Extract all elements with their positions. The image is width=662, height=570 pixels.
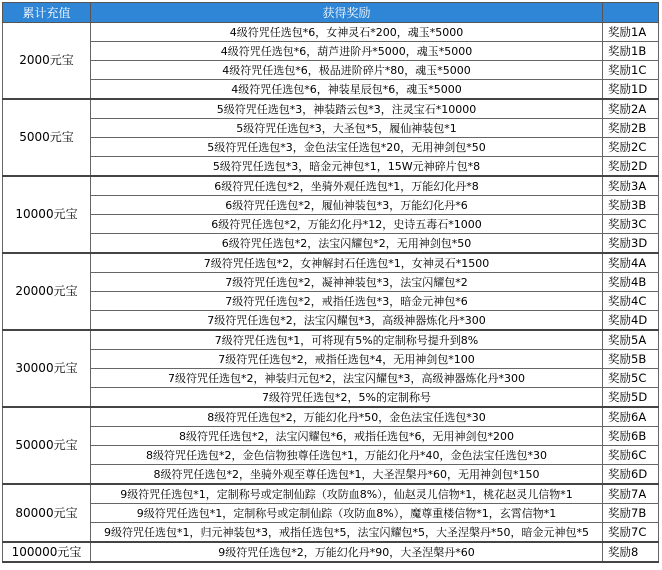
reward-code-cell: 奖励8 <box>603 542 659 562</box>
reward-cell: 7级符咒任选包*2，神装归元包*2，法宝闪耀包*3，高级神器炼化丹*300 <box>91 369 603 388</box>
reward-code-cell: 奖励7C <box>603 523 659 543</box>
reward-cell: 5级符咒任选包*3，暗金元神包*1，15W元神碎片包*8 <box>91 157 603 177</box>
reward-code-cell: 奖励3B <box>603 196 659 215</box>
table-row <box>3 407 659 427</box>
header-cumulative-recharge: 累计充值 <box>3 3 91 23</box>
table-row <box>3 176 659 196</box>
table-row <box>3 157 659 177</box>
reward-cell: 7级符咒任选包*2，5%的定制称号 <box>91 388 603 408</box>
reward-cell: 9级符咒任选包*1，归元神装包*3，戒指任选包*5，法宝闪耀包*5，大圣涅槃丹*50，暗金元神包*5 <box>91 523 603 543</box>
reward-code-cell: 奖励1D <box>603 80 659 100</box>
table-row <box>3 369 659 388</box>
reward-code-cell: 奖励4A <box>603 253 659 273</box>
reward-cell: 7级符咒任选包*2，戒指任选包*3，暗金元神包*6 <box>91 292 603 311</box>
reward-cell: 4级符咒任选包*6，极品进阶碎片*80，魂玉*5000 <box>91 61 603 80</box>
reward-code-cell: 奖励5A <box>603 330 659 350</box>
reward-code-cell: 奖励5C <box>603 369 659 388</box>
reward-code-cell: 奖励4D <box>603 311 659 331</box>
header-rewards: 获得奖励 <box>91 3 603 23</box>
recharge-amount-cell: 100000元宝 <box>3 542 91 562</box>
table-row <box>3 465 659 485</box>
table-row <box>3 253 659 273</box>
reward-code-cell: 奖励1B <box>603 42 659 61</box>
table-row <box>3 350 659 369</box>
reward-cell: 9级符咒任选包*1，定制称号或定制仙踪（攻防血8%），仙赵灵儿信物*1，桃花赵灵儿信物*1 <box>91 484 603 504</box>
table-row <box>3 61 659 80</box>
reward-code-cell: 奖励7A <box>603 484 659 504</box>
reward-code-cell: 奖励3C <box>603 215 659 234</box>
header-row <box>3 3 659 23</box>
table-row <box>3 119 659 138</box>
reward-cell: 6级符咒任选包*2，坐骑外观任选包*1，万能幻化丹*8 <box>91 176 603 196</box>
reward-code-cell: 奖励6D <box>603 465 659 485</box>
header-code <box>603 3 659 23</box>
reward-cell: 8级符咒任选包*2，法宝闪耀包*6，戒指任选包*6，无用神剑包*200 <box>91 427 603 446</box>
recharge-amount-cell: 80000元宝 <box>3 484 91 542</box>
reward-cell: 7级符咒任选包*2，凝神神装包*3，法宝闪耀包*2 <box>91 273 603 292</box>
reward-code-cell: 奖励6B <box>603 427 659 446</box>
reward-cell: 7级符咒任选包*1，可将现有5%的定制称号提升到8% <box>91 330 603 350</box>
reward-cell: 5级符咒任选包*3，神装踏云包*3，注灵宝石*10000 <box>91 99 603 119</box>
recharge-amount-cell: 50000元宝 <box>3 407 91 484</box>
table-row <box>3 23 659 42</box>
reward-code-cell: 奖励1C <box>603 61 659 80</box>
reward-code-cell: 奖励3A <box>603 176 659 196</box>
reward-code-cell: 奖励6A <box>603 407 659 427</box>
table-row <box>3 42 659 61</box>
table-row <box>3 99 659 119</box>
reward-cell: 6级符咒任选包*2，万能幻化丹*12，史诗五毒石*1000 <box>91 215 603 234</box>
reward-cell: 9级符咒任选包*2，万能幻化丹*90，大圣涅槃丹*60 <box>91 542 603 562</box>
table-row <box>3 484 659 504</box>
reward-cell: 7级符咒任选包*2，戒指任选包*4，无用神剑包*100 <box>91 350 603 369</box>
recharge-amount-cell: 2000元宝 <box>3 23 91 100</box>
reward-cell: 4级符咒任选包*6，葫芦进阶丹*5000，魂玉*5000 <box>91 42 603 61</box>
reward-code-cell: 奖励4C <box>603 292 659 311</box>
table-body <box>3 23 659 563</box>
reward-code-cell: 奖励3D <box>603 234 659 254</box>
table-row <box>3 427 659 446</box>
reward-cell: 7级符咒任选包*2，女神解封石任选包*1，女神灵石*1500 <box>91 253 603 273</box>
table-row <box>3 388 659 408</box>
reward-code-cell: 奖励7B <box>603 504 659 523</box>
reward-code-cell: 奖励4B <box>603 273 659 292</box>
reward-code-cell: 奖励2D <box>603 157 659 177</box>
reward-cell: 8级符咒任选包*2，万能幻化丹*50，金色法宝任选包*30 <box>91 407 603 427</box>
reward-cell: 4级符咒任选包*6，神装星辰包*6，魂玉*5000 <box>91 80 603 100</box>
recharge-amount-cell: 30000元宝 <box>3 330 91 407</box>
reward-code-cell: 奖励2B <box>603 119 659 138</box>
table-row <box>3 504 659 523</box>
table-row <box>3 196 659 215</box>
reward-cell: 5级符咒任选包*3，大圣包*5，履仙神装包*1 <box>91 119 603 138</box>
reward-code-cell: 奖励5D <box>603 388 659 408</box>
reward-cell: 7级符咒任选包*2，法宝闪耀包*3，高级神器炼化丹*300 <box>91 311 603 331</box>
reward-table <box>2 2 659 563</box>
reward-cell: 8级符咒任选包*2，坐骑外观至尊任选包*1，大圣涅槃丹*60，无用神剑包*150 <box>91 465 603 485</box>
table-row <box>3 292 659 311</box>
table-row <box>3 523 659 543</box>
reward-cell: 6级符咒任选包*2，履仙神装包*3，万能幻化丹*6 <box>91 196 603 215</box>
table-row <box>3 215 659 234</box>
recharge-amount-cell: 10000元宝 <box>3 176 91 253</box>
reward-cell: 6级符咒任选包*2，法宝闪耀包*2，无用神剑包*50 <box>91 234 603 254</box>
reward-cell: 4级符咒任选包*6，女神灵石*200，魂玉*5000 <box>91 23 603 42</box>
table-row <box>3 446 659 465</box>
table-row <box>3 273 659 292</box>
table-row <box>3 542 659 562</box>
table-row <box>3 311 659 331</box>
reward-code-cell: 奖励1A <box>603 23 659 42</box>
table-row <box>3 138 659 157</box>
reward-cell: 9级符咒任选包*1，定制称号或定制仙踪（攻防血8%），魔尊重楼信物*1，玄霄信物*1 <box>91 504 603 523</box>
reward-code-cell: 奖励6C <box>603 446 659 465</box>
table-row <box>3 330 659 350</box>
recharge-amount-cell: 5000元宝 <box>3 99 91 176</box>
reward-cell: 5级符咒任选包*3，金色法宝任选包*20，无用神剑包*50 <box>91 138 603 157</box>
reward-code-cell: 奖励5B <box>603 350 659 369</box>
reward-code-cell: 奖励2C <box>603 138 659 157</box>
recharge-amount-cell: 20000元宝 <box>3 253 91 330</box>
table-row <box>3 80 659 100</box>
table-row <box>3 234 659 254</box>
reward-cell: 8级符咒任选包*2，金色信物独尊任选包*1，万能幻化丹*40，金色法宝任选包*30 <box>91 446 603 465</box>
reward-code-cell: 奖励2A <box>603 99 659 119</box>
